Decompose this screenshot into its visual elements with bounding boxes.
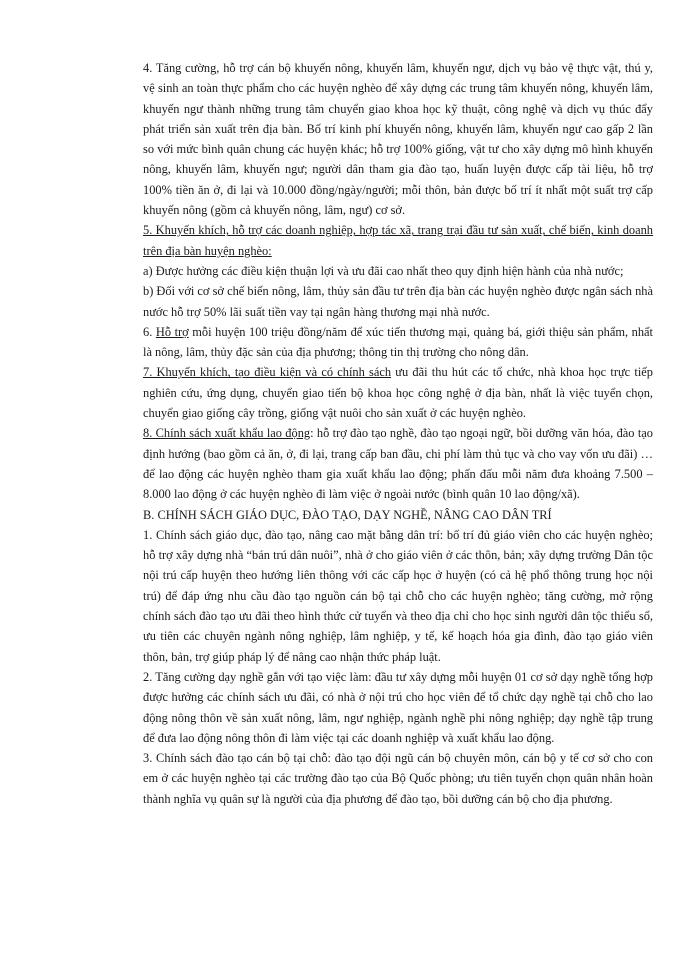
paragraph-8-heading: 8. Chính sách xuất khẩu lao động xyxy=(143,426,311,441)
paragraph-b2: 2. Tăng cường dạy nghề gắn với tạo việc làm: đầu tư xây dựng mỗi huyện 01 cơ sở dạy nghề tổng hợp được hưởng các chính sách ưu đãi, có nhà ở nội trú cho học viên để tổ chức dạy nghề tại chỗ cho lao động nông thôn về sản xuất nông, lâm, ngư nghiệp, ngành nghề phi nông nghiệp; dạy nghề tập trung để đưa lao động nông thôn đi làm việc tại các doanh nghiệp và xuất khẩu lao động. xyxy=(143,669,653,745)
paragraph-5b: b) Đối với cơ sở chế biến nông, lâm, thủy sản đầu tư trên địa bàn các huyện nghèo được ngân sách nhà nước hỗ trợ 50% lãi suất tiền vay tại ngân hàng thương mại nhà nước. xyxy=(143,284,653,319)
paragraph-7-heading: 7. Khuyến khích, tạo điều kiện và có chính sách xyxy=(143,365,392,380)
paragraph-6-heading: Hỗ trợ xyxy=(155,324,189,339)
paragraph-b1: 1. Chính sách giáo dục, đào tạo, nâng cao mặt bằng dân trí: bố trí đủ giáo viên cho các huyện nghèo; hỗ trợ xây dựng nhà “bán trú dân nuôi”, nhà ở cho giáo viên ở các thôn, bản; xây dựng trường Dân tộc nội trú cấp huyện theo hướng liên thông với các cấp học ở huyện (có cả hệ phổ thông trung học nội trú) để đáp ứng nhu cầu đào tạo nguồn cán bộ tại chỗ cho các huyện nghèo; tăng cường, mở rộng chính sách đào tạo ưu đãi theo hình thức cử tuyển và theo địa chỉ cho học sinh người dân tộc thiểu số, ưu tiên các chuyên ngành nông nghiệp, lâm nghiệp, y tế, kế hoạch hóa gia đình, đào tạo giáo viên thôn, bản, trợ giúp pháp lý để nâng cao nhận thức pháp luật. xyxy=(143,527,653,664)
document-page xyxy=(143,58,653,809)
paragraph-5a: a) Được hưởng các điều kiện thuận lợi và ưu đãi cao nhất theo quy định hiện hành của nhà nước; xyxy=(143,263,624,278)
paragraph-b3: 3. Chính sách đào tạo cán bộ tại chỗ: đào tạo đội ngũ cán bộ chuyên môn, cán bộ y tế cơ sở cho con em ở các huyện nghèo tại các trường đào tạo của Bộ Quốc phòng; ưu tiên tuyển chọn quân nhân hoàn thành nghĩa vụ quân sự là người của địa phương để đào tạo, bồi dưỡng cán bộ cho địa phương. xyxy=(143,751,653,806)
section-b-heading: B. CHÍNH SÁCH GIÁO DỤC, ĐÀO TẠO, DẠY NGHỀ, NÂNG CAO DÂN TRÍ xyxy=(143,507,552,522)
paragraph-5 xyxy=(143,220,653,261)
paragraph-6: 6. Hỗ trợ mỗi huyện 100 triệu đồng/năm để xúc tiến thương mại, quảng bá, giới thiệu sản phẩm, nhất là nông, lâm, thủy đặc sản của địa phương; thông tin thị trường cho nông dân. xyxy=(143,324,653,360)
paragraph-8: 8. Chính sách xuất khẩu lao động: hỗ trợ đào tạo nghề, đào tạo ngoại ngữ, bồi dưỡng văn hóa, đào tạo định hướng (bao gồm cả ăn, ở, đi lại, trang cấp ban đầu, chi phí làm thủ tục và cho vay vốn ưu đãi) … để lao động các huyện nghèo tham gia xuất khẩu lao động; phấn đấu mỗi năm đưa khoảng 7.500 – 8.000 lao động ở các huyện nghèo đi làm việc ở ngoài nước (bình quân 10 lao động/xã). xyxy=(143,426,653,502)
paragraph-5-heading: 5. Khuyến khích, hỗ trợ các doanh nghiệp, hợp tác xã, trang trại đầu tư sản xuất, chế biến, kinh doanh trên địa bàn huyện nghèo: xyxy=(143,223,653,258)
paragraph-7: 7. Khuyến khích, tạo điều kiện và có chính sách ưu đãi thu hút các tổ chức, nhà khoa học trực tiếp nghiên cứu, ứng dụng, chuyển giao tiến bộ khoa học công nghệ ở địa bàn, nhất là việc tuyển chọn, chuyển giao giống cây trồng, giống vật nuôi cho sản xuất ở các huyện nghèo. xyxy=(143,365,654,421)
paragraph-4: 4. Tăng cường, hỗ trợ cán bộ khuyến nông, khuyến lâm, khuyến ngư, dịch vụ bảo vệ thực vật, thú y, vệ sinh an toàn thực phẩm cho các huyện nghèo để xây dựng các trung tâm khuyến nông, khuyến lâm, khuyến ngư thành những trung tâm chuyển giao khoa học kỹ thuật, công nghệ và dịch vụ thúc đẩy phát triển sản xuất trên địa bàn. Bố trí kinh phí khuyến nông, khuyến lâm, khuyến ngư cao gấp 2 lần so với mức bình quân chung các huyện khác; hỗ trợ 100% giống, vật tư cho xây dựng mô hình khuyến nông, khuyến lâm, khuyến ngư; người dân tham gia đào tạo, huấn luyện được cấp tài liệu, hỗ trợ 100% tiền ăn ở, đi lại và 10.000 đồng/ngày/người; mỗi thôn, bản được bố trí ít nhất một suất trợ cấp khuyến nông (gồm cả khuyến nông, lâm, ngư) cơ sở. xyxy=(143,61,653,218)
